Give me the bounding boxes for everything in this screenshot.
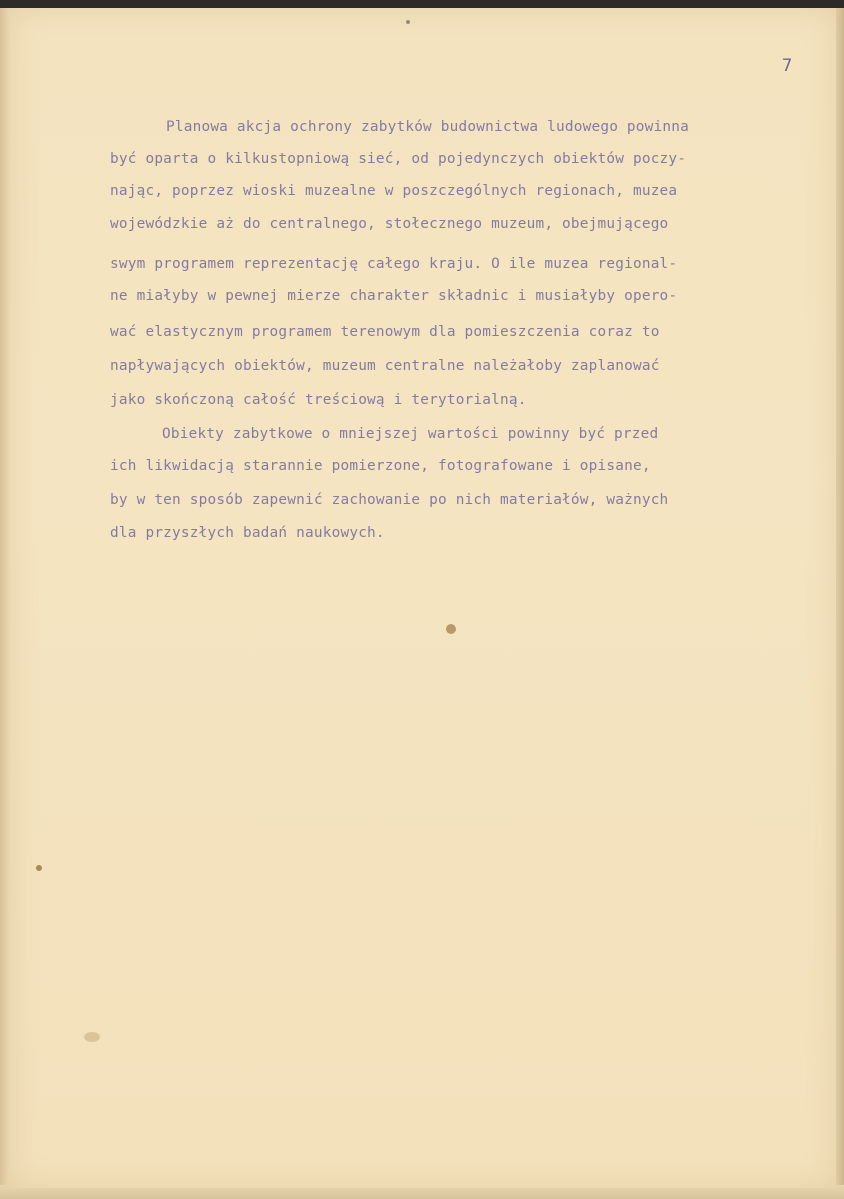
paragraph-2-line: ich likwidacją starannie pomierzone, fotografowane i opisane, [110,458,651,474]
paragraph-2-line: by w ten sposób zapewnić zachowanie po nich materiałów, ważnych [110,492,669,508]
paragraph-1-line: wać elastycznym programem terenowym dla pomieszczenia coraz to [110,324,660,340]
paragraph-2-line: Obiekty zabytkowe o mniejszej wartości powinny być przed [162,426,659,442]
paragraph-1-line: ne miałyby w pewnej mierze charakter składnic i musiałyby opero- [110,288,678,304]
paragraph-2-line: dla przyszłych badań naukowych. [110,525,385,541]
paragraph-1-line: nając, poprzez wioski muzealne w poszczególnych regionach, muzea [110,183,678,199]
page-number: 7 [782,56,793,76]
paragraph-1-line: Planowa akcja ochrony zabytków budownictwa ludowego powinna [166,119,689,135]
paragraph-1-line: wojewódzkie aż do centralnego, stołecznego muzeum, obejmującego [110,216,669,232]
paragraph-1-line: swym programem reprezentację całego kraju. O ile muzea regional- [110,256,678,272]
paragraph-1-line: być oparta o kilkustopniową sieć, od pojedynczych obiektów poczy- [110,151,687,167]
paragraph-1-line: jako skończoną całość treściową i terytorialną. [110,392,527,408]
paragraph-1-line: napływających obiektów, muzeum centralne należałoby zaplanować [110,358,660,374]
